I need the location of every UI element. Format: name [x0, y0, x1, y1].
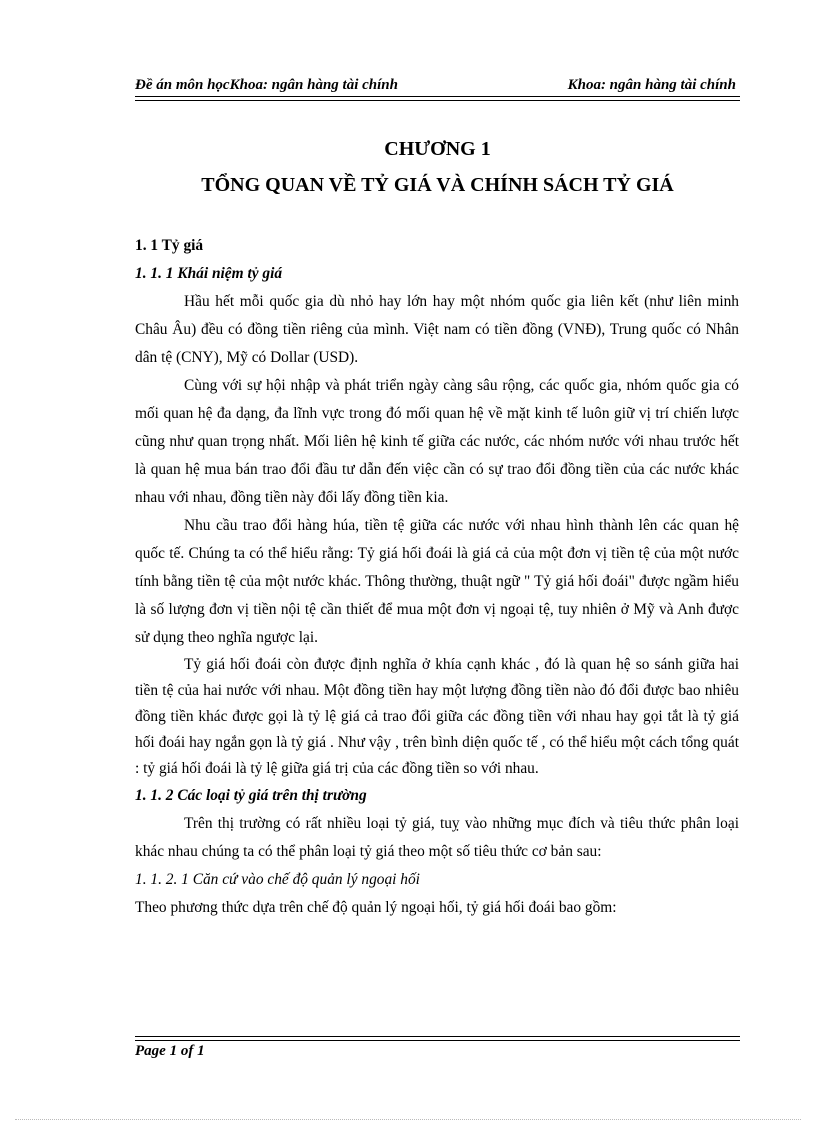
paragraph-4: Tỷ giá hối đoái còn được định nghĩa ở khía cạnh khác , đó là quan hệ so sánh giữa hai tiền tệ của hai nước với nhau. Một đồng tiền hay một lượng đồng tiền nào đó đổi được bao nhiêu đồng tiền khác được gọi là tỷ lệ giá cả trao đổi giữa các đồng tiền với nhau hay gọi tắt là tỷ giá hối đoái hay ngắn gọn là tỷ giá . Như vậy , trên bình diện quốc tế , có thể hiểu một cách tổng quát : tỷ giá hối đoái là tỷ lệ giữa giá trị của các đồng tiền so với nhau.	[135, 656, 739, 777]
header-left-text: Đề án môn họcKhoa: ngân hàng tài chính	[135, 77, 398, 93]
section-heading-1-1-2: 1. 1. 2 Các loại tỷ giá trên thị trường	[135, 787, 367, 804]
section-heading-1-1-2-1: 1. 1. 2. 1 Căn cứ vào chế độ quản lý ngoại hối	[135, 871, 420, 888]
footer-divider	[135, 1036, 740, 1041]
chapter-title: TỔNG QUAN VỀ TỶ GIÁ VÀ CHÍNH SÁCH TỶ GIÁ	[201, 174, 674, 196]
header-divider	[135, 96, 740, 101]
paragraph-5: Trên thị trường có rất nhiều loại tỷ giá, tuỵ vào những mục đích và tiêu thức phân loại khác nhau chúng ta có thể phân loại tỷ giá theo một số tiêu thức cơ bản sau:	[135, 815, 739, 860]
document-body	[135, 232, 739, 922]
chapter-number: CHƯƠNG 1	[384, 138, 491, 160]
paragraph-1: Hầu hết mỗi quốc gia dù nhỏ hay lớn hay một nhóm quốc gia liên kết (như liên minh Châu Âu) đều có đồng tiền riêng của mình. Việt nam có tiền đồng (VNĐ), Trung quốc có Nhân dân tệ (CNY), Mỹ có Dollar (USD).	[135, 293, 739, 366]
section-heading-1-1: 1. 1 Tỷ giá	[135, 237, 204, 254]
paragraph-6: Theo phương thức dựa trên chế độ quản lý ngoại hối, tỷ giá hối đoái bao gồm:	[135, 899, 617, 916]
page-edge-dotted-line	[15, 1119, 801, 1120]
paragraph-3: Nhu cầu trao đổi hàng húa, tiền tệ giữa các nước với nhau hình thành lên các quan hệ quốc tế. Chúng ta có thể hiểu rằng: Tỷ giá hối đoái là giá cả của một đơn vị tiền tệ của một nước tính bằng tiền tệ của một nước khác. Thông thường, thuật ngữ " Tỷ giá hối đoái" được ngầm hiểu là số lượng đơn vị tiền nội tệ cần thiết để mua một đơn vị ngoại tệ, tuy nhiên ở Mỹ và Anh được sử dụng theo nghĩa ngược lại.	[135, 517, 739, 646]
paragraph-2: Cùng với sự hội nhập và phát triển ngày càng sâu rộng, các quốc gia, nhóm quốc gia có mối quan hệ đa dạng, đa lĩnh vực trong đó mối quan hệ về mặt kinh tế luôn giữ vị trí chiến lược cũng như quan trọng nhất. Mối liên hệ kinh tế giữa các nước, các nhóm nước với nhau trước hết là quan hệ mua bán trao đổi đầu tư dẫn đến việc cần có sự trao đổi đồng tiền của các nước khác nhau với nhau, đồng tiền này đổi lấy đồng tiền kia.	[135, 377, 739, 506]
page-footer: Page 1 of 1	[135, 1043, 205, 1059]
section-heading-1-1-1: 1. 1. 1 Khái niệm tỷ giá	[135, 265, 283, 282]
header-right-text: Khoa: ngân hàng tài chính	[567, 77, 736, 93]
